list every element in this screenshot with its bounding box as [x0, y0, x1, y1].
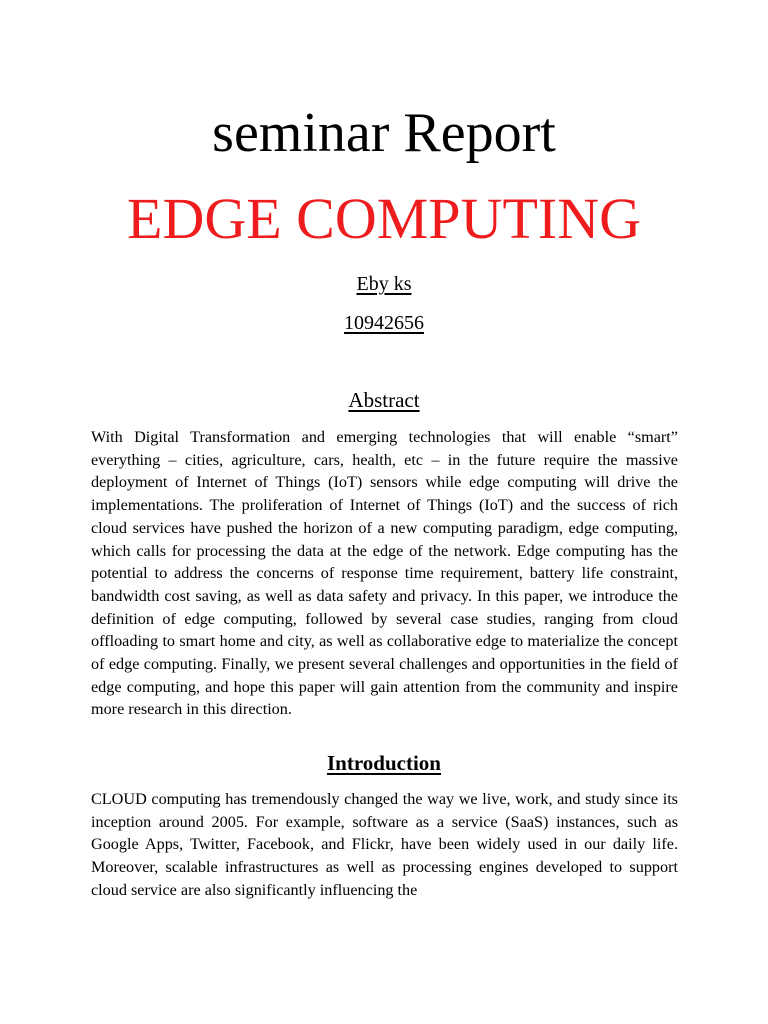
introduction-paragraph: CLOUD computing has tremendously changed the way we live, work, and study since its inception around 2005. For example, software as a service (SaaS) instances, such as Google Apps, Twitter, Facebook, and Flickr, have been widely used in our daily life. Moreover, scalable infrastructures as well as processing engines developed to support cloud service are also significantly influencing the	[91, 790, 678, 899]
report-title: seminar Report	[212, 102, 556, 164]
abstract-paragraph: With Digital Transformation and emerging technologies that will enable “smart” everything – cities, agriculture, cars, health, etc – in the future require the massive deployment of Internet of Things (IoT) sensors while edge computing will drive the implementations. The proliferation of Internet of Things (IoT) and the success of rich cloud services have pushed the horizon of a new computing paradigm, edge computing, which calls for processing the data at the edge of the network. Edge computing has the potential to address the concerns of response time requirement, battery life constraint, bandwidth cost saving, as well as data safety and privacy. In this paper, we introduce the definition of edge computing, followed by several case studies, ranging from cloud offloading to smart home and city, as well as collaborative edge to materialize the concept of edge computing. Finally, we present several challenges and opportunities in the field of edge computing, and hope this paper will gain attention from the community and inspire more research in this direction.	[91, 428, 678, 719]
introduction-heading-text: Introduction	[327, 751, 441, 775]
id-line	[0, 311, 768, 335]
introduction-heading	[0, 750, 768, 776]
id-number: 10942656	[344, 312, 424, 334]
report-subtitle: EDGE COMPUTING	[127, 186, 641, 251]
author-name: Eby ks	[356, 273, 412, 295]
author-line	[0, 272, 768, 296]
abstract-heading	[0, 387, 768, 413]
abstract-heading-text: Abstract	[348, 388, 420, 412]
